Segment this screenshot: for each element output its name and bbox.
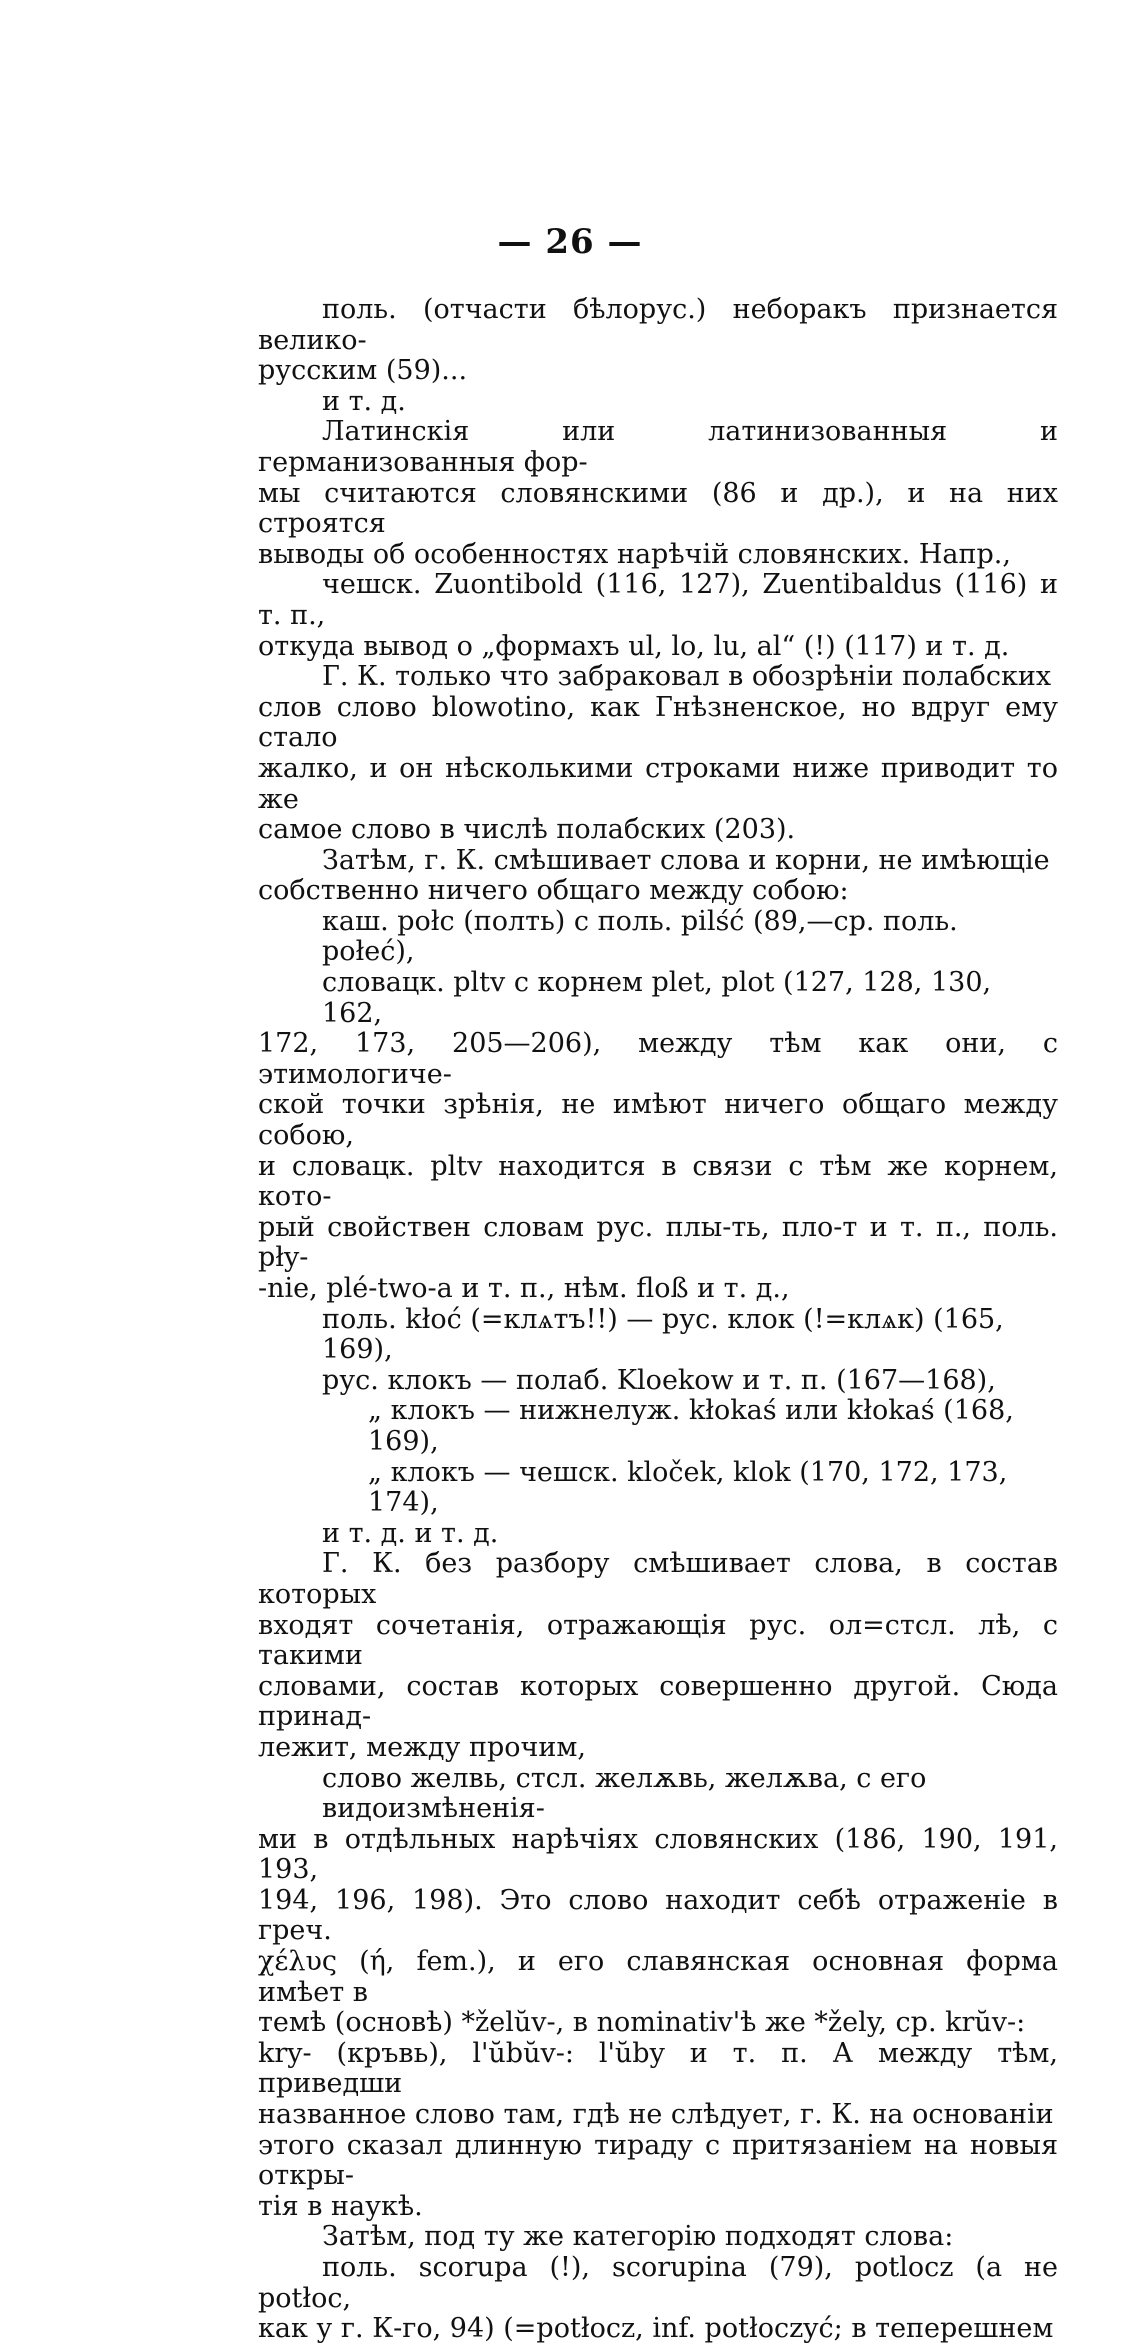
text-line: „ клокъ — нижнелуж. kłokaś или kłokaś (168, 169),	[368, 1395, 1014, 1457]
text-line: русским (59)...	[258, 355, 468, 387]
text-line: жалко, и он нѣсколькими строками ниже приводит то же	[258, 752, 1058, 815]
text-line: как у г. К-го, 94) (=potłocz, inf. potłoczyć; в теперешнем	[258, 2313, 1054, 2345]
text-line: и т. д. и т. д.	[322, 1517, 499, 1549]
text-line: поль. (отчасти бѣлорус.) неборакъ признается велико-	[258, 294, 1058, 356]
text-line: словацк. pltv с корнем plet, plot (127, 128, 130, 162,	[322, 967, 992, 1029]
text-line: собственно ничего общаго между собою:	[258, 875, 849, 907]
text-line: и словацк. pltv находится в связи с тѣм же корнем, кото-	[258, 1150, 1058, 1213]
text-line: и т. д.	[322, 385, 406, 417]
text-line: мы считаются словянскими (86 и др.), и на них строятся	[258, 477, 1058, 540]
text-line: 194, 196, 198). Это слово находит себѣ отраженіе в греч.	[258, 1884, 1058, 1947]
text-line: этого сказал длинную тираду с притязаніем на новыя откры-	[258, 2129, 1058, 2192]
text-line: 172, 173, 205—206), между тѣм как они, с этимологиче-	[258, 1028, 1058, 1090]
page-number: — 26 —	[497, 222, 643, 262]
text-line: входят сочетанія, отражающія рус. ол=стсл. лѣ, с такими	[258, 1609, 1058, 1672]
text-line: Затѣм, г. К. смѣшивает слова и корни, не имѣющіе	[322, 844, 1050, 876]
text-line: выводы об особенностях нарѣчій словянских. Напр.,	[258, 538, 1011, 570]
body-text	[258, 295, 1058, 2345]
text-line: Г. К. без разбору смѣшивает слова, в состав которых	[258, 1548, 1058, 1610]
text-line: Затѣм, под ту же категорію подходят слова:	[322, 2221, 954, 2253]
text-line: поль. scorupa (!), scorupina (79), potlocz (а не potłoc,	[258, 2252, 1058, 2314]
text-line: χέλυς (ή, fem.), и его славянская основная форма имѣет в	[258, 1946, 1058, 2008]
text-line: каш. połc (полть) с поль. pilść (89,—ср. поль. połeć),	[322, 905, 958, 968]
text-line: словами, состав которых совершенно другой. Сюда принад-	[258, 1670, 1058, 1733]
text-line: ской точки зрѣнія, не имѣют ничего общаго между собою,	[258, 1089, 1058, 1152]
text-line: темѣ (основѣ) *želŭv-, в nominativ'ѣ же *žely, ср. krŭv-:	[258, 2007, 1026, 2039]
text-line: kry- (кръвь), l'ŭbŭv-: l'ŭby и т. п. А между тѣм, приведши	[258, 2037, 1058, 2100]
text-line: слов слово blowotino, как Гнѣзненское, но вдруг ему стало	[258, 691, 1058, 754]
text-line: лежит, между прочим,	[258, 1731, 586, 1763]
text-line: Латинскія или латинизованныя и германизованныя фор-	[258, 416, 1058, 478]
text-line: „ клокъ — чешск. kloček, klok (170, 172, 173, 174),	[368, 1456, 1008, 1519]
text-line: чешск. Zuontibold (116, 127), Zuentibaldus (116) и т. п.,	[258, 569, 1058, 631]
text-line: поль. kłoć (=клѧтъ!!) — рус. клок (!=клѧк) (165, 169),	[322, 1303, 1004, 1366]
text-line: ми в отдѣльных нарѣчіях словянских (186, 190, 191, 193,	[258, 1823, 1058, 1886]
text-line: откуда вывод о „формахъ ul, lo, lu, al“ (!) (117) и т. д.	[258, 630, 1010, 662]
text-line: названное слово там, гдѣ не слѣдует, г. К. на основаніи	[258, 2099, 1054, 2131]
text-line: рый свойствен словам рус. плы-ть, пло-т и т. п., поль. pły-	[258, 1211, 1058, 1274]
text-line: рус. клокъ — полаб. Kloekow и т. п. (167—168),	[322, 1364, 996, 1396]
text-line: тія в наукѣ.	[258, 2190, 423, 2222]
text-line: -nie, plé-two-a и т. п., нѣм. floß и т. д.,	[258, 1273, 790, 1304]
text-line: слово желвь, стсл. желѫвь, желѫва, с его видоизмѣненія-	[322, 1762, 927, 1825]
text-line: самое слово в числѣ полабских (203).	[258, 814, 796, 846]
text-line: Г. К. только что забраковал в обозрѣніи полабских	[322, 661, 1052, 693]
